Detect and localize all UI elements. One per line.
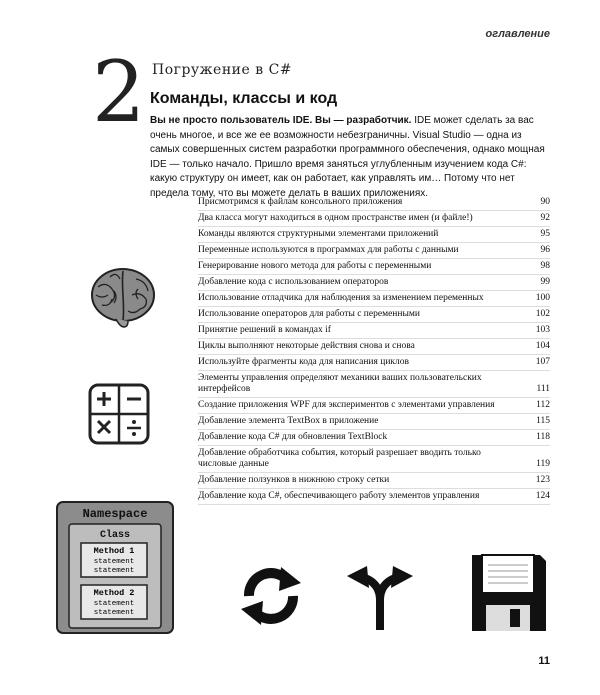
- toc-entry-title: Элементы управления определяют механики вашиx пользовательских интерфейсов: [198, 373, 482, 394]
- chapter-number: 2: [92, 43, 146, 141]
- chapter-title: Команды, классы и код: [150, 90, 338, 107]
- toc-entry-page: 95: [540, 229, 550, 239]
- toc-entry-title: Добавление кода с использованием операторов: [198, 277, 389, 287]
- toc-entry-page: 123: [535, 475, 550, 485]
- toc-entry-title: Добавление обработчика события, который разрешает вводить только числовые данные: [198, 448, 481, 469]
- toc-entry-page: 92: [540, 213, 550, 223]
- toc-row: [198, 414, 550, 430]
- toc-row: [198, 430, 550, 446]
- toc-entry-title: Добавление кода C# для обновления TextBlock: [198, 432, 388, 442]
- toc-row: [198, 339, 550, 355]
- toc-row: [198, 291, 550, 307]
- calculator-icon: [88, 383, 150, 445]
- toc-entry-title: Использование операторов для работы с переменными: [198, 309, 420, 319]
- toc-row: [198, 489, 550, 505]
- fork-arrow-icon: [345, 562, 415, 632]
- toc-entry-title: Присмотримся к файлам консольного приложения: [198, 197, 403, 207]
- toc-row: [198, 323, 550, 339]
- toc-entry-title: Добавление кода C#, обеспечивающего работу элементов управления: [198, 491, 480, 501]
- toc-entry-page: 112: [536, 400, 550, 410]
- toc-entry-page: 102: [535, 309, 550, 319]
- toc-row: [198, 227, 550, 243]
- toc-entry-title: Переменные используются в программах для работы с данными: [198, 245, 459, 255]
- toc-entry-page: 103: [535, 325, 550, 335]
- toc-row: [198, 398, 550, 414]
- cycle-arrows-icon: [237, 563, 305, 629]
- brain-icon: [88, 265, 158, 329]
- toc-entry-page: 96: [540, 245, 550, 255]
- toc-row: [198, 473, 550, 489]
- floppy-disk-icon: [470, 553, 548, 633]
- table-of-contents: [198, 195, 550, 505]
- toc-entry-page: 104: [535, 341, 550, 351]
- page-number: 11: [538, 655, 550, 667]
- toc-row: [198, 195, 550, 211]
- toc-entry-title: Добавление ползунков в нижнюю строку сетки: [198, 475, 390, 485]
- toc-entry-page: 90: [540, 197, 550, 207]
- intro-lead: Вы не просто пользователь IDE. Вы — разработчик.: [150, 115, 412, 126]
- toc-entry-title: Использование отладчика для наблюдения за изменением переменных: [198, 293, 484, 303]
- toc-entry-page: 115: [536, 416, 550, 426]
- toc-entry-title: Используйте фрагменты кода для написания циклов: [198, 357, 410, 367]
- toc-entry-title: Генерирование нового метода для работы с переменными: [198, 261, 432, 271]
- method-1-statement: statement: [93, 567, 135, 575]
- method-1-name: Method 1: [93, 546, 135, 556]
- toc-entry-title: Создание приложения WPF для экспериментов с элементами управления: [198, 400, 495, 410]
- section-header: оглавление: [485, 28, 550, 40]
- toc-row: [198, 355, 550, 371]
- toc-row: [198, 259, 550, 275]
- toc-entry-title: Два класса могут находиться в одном пространстве имен (и файле!): [198, 213, 473, 223]
- toc-entry-title: Принятие решений в командах if: [198, 325, 331, 335]
- toc-entry-page: 124: [535, 491, 550, 501]
- toc-row: [198, 446, 550, 473]
- toc-entry-page: 99: [540, 277, 550, 287]
- method-1-statement: statement: [93, 558, 135, 566]
- toc-row: [198, 211, 550, 227]
- intro-text: IDE может сделать за вас очень многое, и все же ее возможности небезграничны. Visual Studio — одна из самых совершенных систем разработки программного обеспечения, однако мощная IDE — только начало. Пришло время заняться углубленным изучением кода C#: какую структуру он имеет, как он работает, как управлять им… Потому что нет предела тому, что вы можете делать в ваших приложениях.: [150, 115, 545, 199]
- class-label: Class: [99, 530, 131, 541]
- toc-entry-page: 119: [536, 459, 550, 469]
- toc-entry-page: 107: [535, 357, 550, 367]
- toc-entry-page: 98: [540, 261, 550, 271]
- toc-entry-title: Команды являются структурными элементами приложений: [198, 229, 439, 239]
- namespace-diagram: [55, 500, 175, 635]
- chapter-subtitle: Погружение в C#: [152, 62, 293, 78]
- toc-entry-title: Циклы выполняют некоторые действия снова и снова: [198, 341, 415, 351]
- namespace-label: Namespace: [82, 507, 148, 521]
- toc-entry-title: Добавление элемента TextBox в приложение: [198, 416, 379, 426]
- toc-row: [198, 307, 550, 323]
- toc-entry-page: 118: [536, 432, 550, 442]
- toc-entry-page: 111: [536, 384, 550, 394]
- toc-entry-page: 100: [535, 293, 550, 303]
- method-2-name: Method 2: [93, 588, 135, 598]
- toc-row: [198, 243, 550, 259]
- toc-row: [198, 275, 550, 291]
- chapter-intro: [150, 114, 550, 201]
- method-2-statement: statement: [93, 600, 135, 608]
- toc-row: [198, 371, 550, 398]
- method-2-statement: statement: [93, 609, 135, 617]
